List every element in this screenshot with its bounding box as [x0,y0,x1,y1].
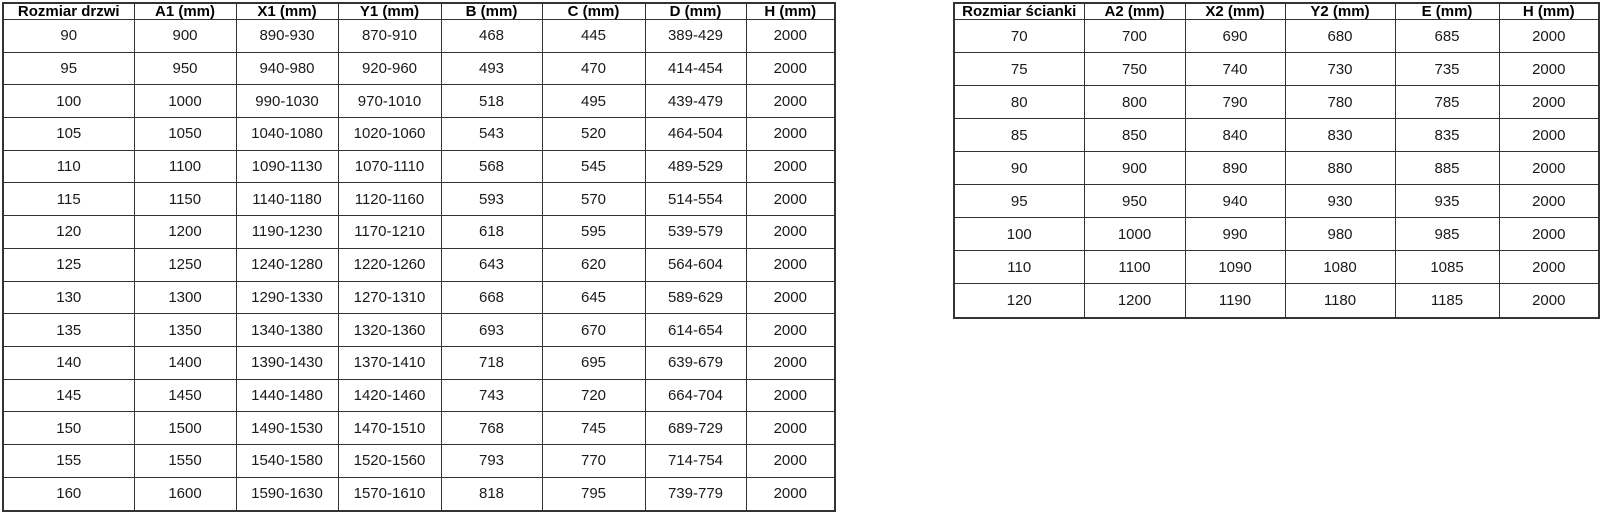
table-cell: 1250 [134,248,236,281]
table-cell: 740 [1185,53,1285,86]
table-cell: 835 [1395,119,1499,152]
table-cell: 120 [3,216,134,249]
table-cell: 785 [1395,86,1499,119]
table-row [3,248,835,281]
column-header: Y2 (mm) [1285,3,1395,20]
table-cell: 830 [1285,119,1395,152]
table-cell: 564-604 [645,248,746,281]
table-row [954,86,1599,119]
column-header: Y1 (mm) [338,3,441,20]
table-cell: 718 [441,346,542,379]
column-header: B (mm) [441,3,542,20]
table-cell: 793 [441,444,542,477]
column-header: A2 (mm) [1084,3,1185,20]
table-cell: 568 [441,150,542,183]
table-cell: 150 [3,412,134,445]
table-cell: 2000 [746,379,835,412]
table-cell: 1500 [134,412,236,445]
table-cell: 950 [134,52,236,85]
table-cell: 750 [1084,53,1185,86]
table-row [3,477,835,511]
table-cell: 70 [954,20,1084,53]
table-cell: 935 [1395,185,1499,218]
table-cell: 2000 [1499,152,1599,185]
table-cell: 818 [441,477,542,511]
table-cell: 1150 [134,183,236,216]
table-cell: 1000 [1084,218,1185,251]
table-cell: 1000 [134,85,236,118]
table-row [3,314,835,347]
table-cell: 105 [3,118,134,151]
table-cell: 739-779 [645,477,746,511]
table-cell: 890 [1185,152,1285,185]
table-cell: 464-504 [645,118,746,151]
table-cell: 1200 [1084,284,1185,318]
table-row [954,218,1599,251]
table-row [954,284,1599,318]
table-row [954,251,1599,284]
table-cell: 970-1010 [338,85,441,118]
table-cell: 2000 [746,216,835,249]
table-row [954,20,1599,53]
table-cell: 693 [441,314,542,347]
table-cell: 2000 [746,444,835,477]
table-cell: 1190-1230 [236,216,338,249]
table-cell: 1085 [1395,251,1499,284]
table-cell: 770 [542,444,645,477]
column-header: Rozmiar ścianki [954,3,1084,20]
table-cell: 2000 [1499,53,1599,86]
table-cell: 664-704 [645,379,746,412]
table-cell: 95 [954,185,1084,218]
table-cell: 75 [954,53,1084,86]
table-cell: 1170-1210 [338,216,441,249]
table-cell: 670 [542,314,645,347]
table-cell: 1470-1510 [338,412,441,445]
table-cell: 115 [3,183,134,216]
table-row [954,119,1599,152]
table-cell: 90 [954,152,1084,185]
table-cell: 689-729 [645,412,746,445]
table-cell: 700 [1084,20,1185,53]
table-cell: 1200 [134,216,236,249]
table-cell: 768 [441,412,542,445]
table-cell: 680 [1285,20,1395,53]
table-row [3,183,835,216]
table-cell: 2000 [746,281,835,314]
table-cell: 520 [542,118,645,151]
table-cell: 618 [441,216,542,249]
table-cell: 100 [3,85,134,118]
table-cell: 593 [441,183,542,216]
table-cell: 790 [1185,86,1285,119]
table-cell: 2000 [746,477,835,511]
table-cell: 890-930 [236,20,338,53]
table-cell: 990-1030 [236,85,338,118]
table-cell: 990 [1185,218,1285,251]
table-cell: 145 [3,379,134,412]
table-cell: 130 [3,281,134,314]
table-cell: 900 [134,20,236,53]
table-cell: 1070-1110 [338,150,441,183]
table-cell: 2000 [1499,185,1599,218]
table-cell: 389-429 [645,20,746,53]
table-cell: 714-754 [645,444,746,477]
table-cell: 1090 [1185,251,1285,284]
table-cell: 800 [1084,86,1185,119]
table-cell: 1570-1610 [338,477,441,511]
table-cell: 90 [3,20,134,53]
table-cell: 1270-1310 [338,281,441,314]
table-cell: 1040-1080 [236,118,338,151]
table-cell: 668 [441,281,542,314]
table-cell: 2000 [1499,251,1599,284]
table-cell: 850 [1084,119,1185,152]
table-cell: 840 [1185,119,1285,152]
table-cell: 110 [954,251,1084,284]
table-cell: 2000 [746,85,835,118]
table-cell: 1320-1360 [338,314,441,347]
column-header: H (mm) [746,3,835,20]
table-cell: 880 [1285,152,1395,185]
table-cell: 595 [542,216,645,249]
table-cell: 639-679 [645,346,746,379]
table-row [3,379,835,412]
table-cell: 1190 [1185,284,1285,318]
table-cell: 1490-1530 [236,412,338,445]
table-cell: 1100 [1084,251,1185,284]
table-cell: 735 [1395,53,1499,86]
table-row [3,20,835,53]
table-row [3,118,835,151]
column-header: H (mm) [1499,3,1599,20]
table-cell: 900 [1084,152,1185,185]
table-cell: 950 [1084,185,1185,218]
table-cell: 780 [1285,86,1395,119]
table-cell: 1340-1380 [236,314,338,347]
table-cell: 2000 [746,346,835,379]
table-cell: 439-479 [645,85,746,118]
table-cell: 980 [1285,218,1395,251]
table-cell: 468 [441,20,542,53]
column-header: C (mm) [542,3,645,20]
table-cell: 690 [1185,20,1285,53]
table-cell: 445 [542,20,645,53]
table-cell: 1420-1460 [338,379,441,412]
table-cell: 1300 [134,281,236,314]
table-cell: 1350 [134,314,236,347]
table-row [3,346,835,379]
table-cell: 2000 [1499,86,1599,119]
table-row [3,85,835,118]
table-cell: 930 [1285,185,1395,218]
table-cell: 1540-1580 [236,444,338,477]
table-cell: 155 [3,444,134,477]
table-cell: 135 [3,314,134,347]
table-cell: 1520-1560 [338,444,441,477]
table-cell: 1080 [1285,251,1395,284]
table-cell: 85 [954,119,1084,152]
table-cell: 493 [441,52,542,85]
table-cell: 570 [542,183,645,216]
table-cell: 1090-1130 [236,150,338,183]
table-cell: 2000 [746,412,835,445]
table-cell: 2000 [1499,284,1599,318]
table-row [3,412,835,445]
table-cell: 2000 [746,248,835,281]
table-cell: 620 [542,248,645,281]
table-cell: 1120-1160 [338,183,441,216]
table-cell: 1600 [134,477,236,511]
table-cell: 414-454 [645,52,746,85]
table-cell: 685 [1395,20,1499,53]
table-cell: 1400 [134,346,236,379]
table-cell: 614-654 [645,314,746,347]
table-cell: 1450 [134,379,236,412]
table-cell: 1185 [1395,284,1499,318]
column-header: X2 (mm) [1185,3,1285,20]
table-cell: 870-910 [338,20,441,53]
table-cell: 2000 [746,52,835,85]
table-cell: 885 [1395,152,1499,185]
table-row [954,53,1599,86]
table-cell: 1050 [134,118,236,151]
table-cell: 110 [3,150,134,183]
table-cell: 539-579 [645,216,746,249]
table-cell: 1220-1260 [338,248,441,281]
table-cell: 2000 [746,150,835,183]
table-cell: 1370-1410 [338,346,441,379]
column-header: A1 (mm) [134,3,236,20]
table-cell: 720 [542,379,645,412]
table-cell: 2000 [1499,20,1599,53]
table-cell: 120 [954,284,1084,318]
header-row [954,3,1599,20]
table-row [3,216,835,249]
table-row [3,52,835,85]
table-cell: 730 [1285,53,1395,86]
table-cell: 95 [3,52,134,85]
table-cell: 1140-1180 [236,183,338,216]
table-cell: 2000 [746,314,835,347]
table-cell: 495 [542,85,645,118]
table-cell: 745 [542,412,645,445]
table-row [954,152,1599,185]
table-cell: 2000 [746,183,835,216]
table-cell: 2000 [746,20,835,53]
table-cell: 160 [3,477,134,511]
table-cell: 1590-1630 [236,477,338,511]
table-cell: 518 [441,85,542,118]
table-cell: 940-980 [236,52,338,85]
table-cell: 1290-1330 [236,281,338,314]
table-cell: 985 [1395,218,1499,251]
table-cell: 470 [542,52,645,85]
table-cell: 1240-1280 [236,248,338,281]
table-cell: 545 [542,150,645,183]
wall-size-table [953,2,1600,319]
table-row [954,185,1599,218]
table-row [3,150,835,183]
table-cell: 643 [441,248,542,281]
column-header: Rozmiar drzwi [3,3,134,20]
table-cell: 589-629 [645,281,746,314]
table-row [3,444,835,477]
door-size-table [2,2,836,512]
column-header: X1 (mm) [236,3,338,20]
table-row [3,281,835,314]
table-cell: 1020-1060 [338,118,441,151]
header-row [3,3,835,20]
table-cell: 543 [441,118,542,151]
table-cell: 1550 [134,444,236,477]
table-cell: 125 [3,248,134,281]
table-cell: 140 [3,346,134,379]
table-cell: 1180 [1285,284,1395,318]
table-cell: 100 [954,218,1084,251]
table-cell: 920-960 [338,52,441,85]
table-cell: 2000 [1499,218,1599,251]
table-cell: 514-554 [645,183,746,216]
table-cell: 795 [542,477,645,511]
table-cell: 645 [542,281,645,314]
table-cell: 80 [954,86,1084,119]
table-cell: 2000 [1499,119,1599,152]
table-cell: 1440-1480 [236,379,338,412]
table-cell: 489-529 [645,150,746,183]
table-cell: 1390-1430 [236,346,338,379]
column-header: D (mm) [645,3,746,20]
table-cell: 695 [542,346,645,379]
column-header: E (mm) [1395,3,1499,20]
table-cell: 743 [441,379,542,412]
table-cell: 1100 [134,150,236,183]
table-cell: 940 [1185,185,1285,218]
table-cell: 2000 [746,118,835,151]
